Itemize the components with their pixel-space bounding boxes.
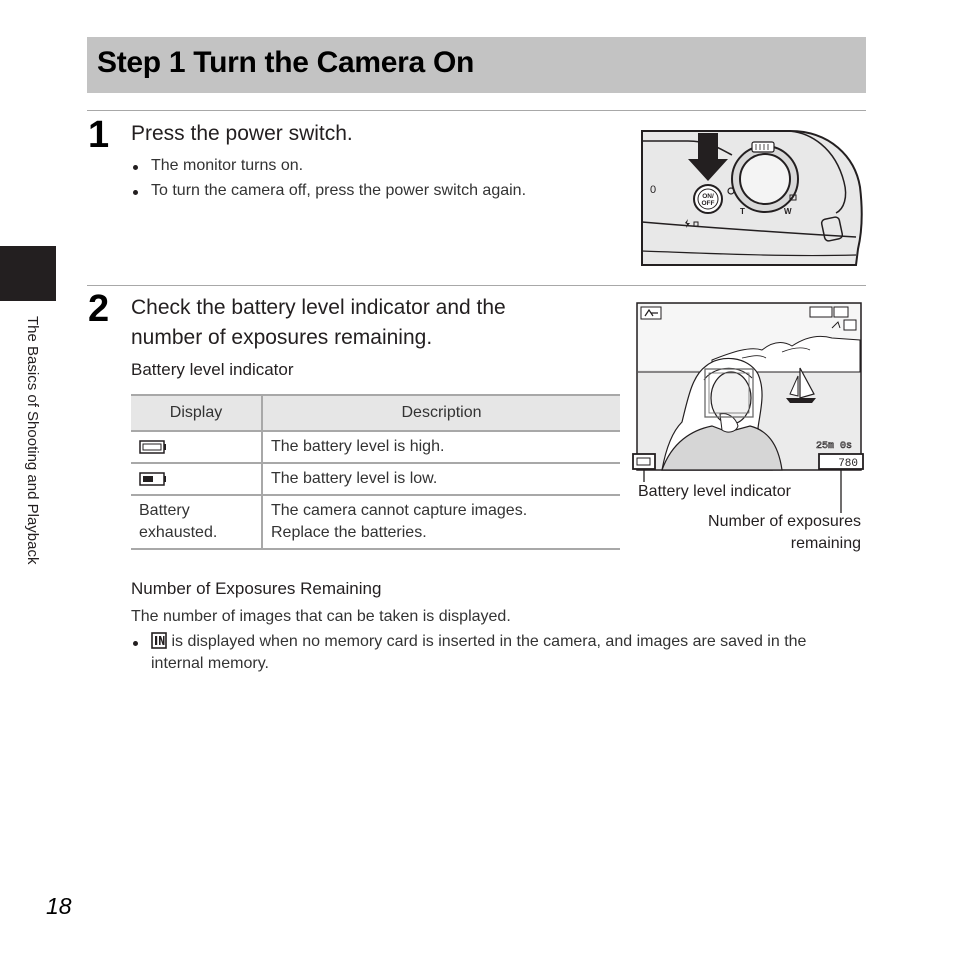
table-cell-description: The battery level is low. [262,463,620,495]
table-header-display: Display [131,395,262,431]
step-1-heading: Press the power switch. [131,122,353,145]
battery-exhausted-line2: exhausted. [139,524,218,541]
step-2-heading-line2: number of exposures remaining. [131,326,433,349]
exposures-text: The number of images that can be taken is displayed. [131,608,511,625]
table-row [131,495,620,549]
exposures-label-line2: remaining [790,535,861,552]
table-cell-display [131,431,262,463]
chapter-tab [0,246,56,301]
description-line2: Replace the batteries. [271,524,427,541]
internal-memory-icon [844,320,856,330]
divider [87,110,866,111]
image-size-icon [810,307,832,317]
exposures-label-line1: Number of exposures [708,513,861,530]
internal-memory-icon [151,632,167,649]
bullet-item [131,631,871,675]
mark-zero: 0 [650,184,657,196]
bullet-text-line2: internal memory. [151,655,269,672]
table-cell-display [131,495,262,549]
bullet-text-line1: is displayed when no memory card is inserted in the camera, and images are saved in the [167,633,807,650]
page-number: 18 [46,893,72,919]
movie-option-icon [834,307,848,317]
step-2-number: 2 [88,288,110,330]
table-row [131,463,620,495]
zoom-w-label: W [784,207,792,216]
zoom-t-label: T [740,207,745,216]
bullet-item: To turn the camera off, press the power switch again. [131,180,611,202]
bullet-item: The monitor turns on. [131,155,611,177]
exposures-bullet [131,631,871,675]
exposures-heading: Number of Exposures Remaining [131,579,382,598]
battery-indicator-label: Battery level indicator [638,483,791,500]
page-title: Step 1 Turn the Camera On [97,46,475,79]
table-cell-description [262,495,620,549]
time-remaining: 25m 0s [816,441,853,452]
title-bar [87,37,866,93]
battery-full-icon [139,440,167,454]
camera-top-illustration [640,127,864,269]
battery-low-icon [139,472,167,486]
power-label-on: ON/ [702,193,714,200]
description-line1: The camera cannot capture images. [271,502,528,519]
table-cell-description: The battery level is high. [262,431,620,463]
battery-level-table [131,394,620,550]
battery-exhausted-line1: Battery [139,502,190,519]
battery-subheading: Battery level indicator [131,360,294,379]
table-header-description: Description [262,395,620,431]
step-1-number: 1 [88,114,110,156]
chapter-label: The Basics of Shooting and Playback [24,316,41,565]
table-cell-display [131,463,262,495]
power-label-off: OFF [701,200,715,207]
step-1-bullets [131,155,611,202]
exposures-count: 780 [838,458,858,470]
table-row [131,431,620,463]
exposures-label [640,511,861,555]
divider [87,285,866,286]
step-2-heading-line1: Check the battery level indicator and the [131,296,506,319]
